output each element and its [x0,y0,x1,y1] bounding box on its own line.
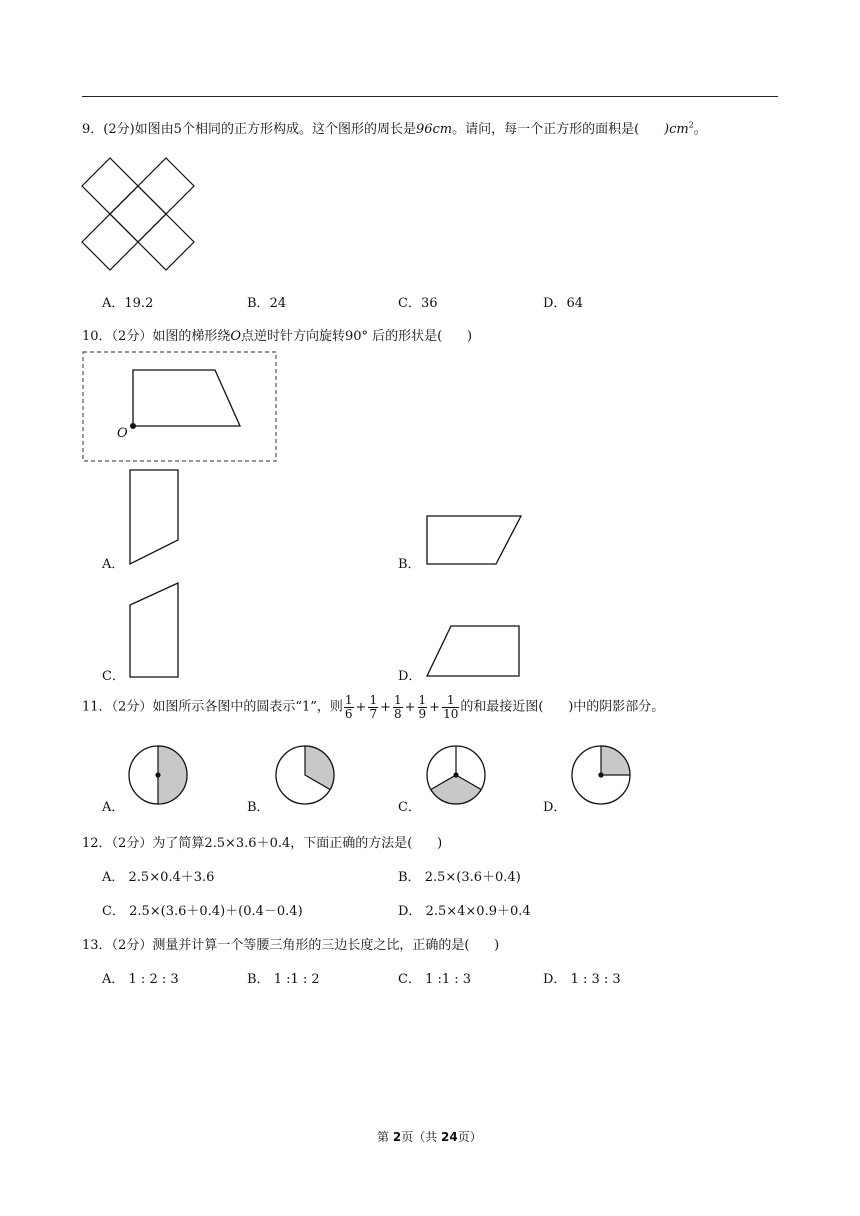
q10-option-b[interactable]: B． [398,557,421,572]
q11-option-b-circle[interactable] [274,744,338,808]
q9-area-exponent: 2 [688,120,694,130]
q9-end: 。 [693,122,707,137]
q9-prefix: 9．(2分)如图由5个相同的正方形构成。这个图形的周长是 [82,122,416,137]
q11-fraction-1-9: $\frac{1}{9}$ [418,693,427,721]
q10-prefix: 10．（2分）如图的梯形绕 [82,329,231,344]
header-rule [82,96,778,97]
q10-option-a[interactable]: A． [102,557,125,572]
question-13-stem [82,934,499,953]
page-footer: 第 2页（共 24页） [377,1130,482,1144]
q10-point: O [230,329,241,344]
q9-answer-blank[interactable] [639,122,664,137]
q10-option-b-shape[interactable] [425,514,525,568]
q12-prefix: 12．（2分）为了简算 [82,836,205,851]
q11-fraction-1-7: $\frac{1}{7}$ [369,693,378,721]
q9-option-a[interactable]: A．19.2 [102,296,154,311]
q11-option-b[interactable]: B． [247,800,270,815]
question-9-stem [82,118,707,137]
question-11-stem: 11．（2分）如图所示各图中的圆表示“1”，则 $\frac{1}{6}$ + $\frac{1}{7}$ + $\frac{1}{8}$ + $\frac{1}{9}$ + $\frac{1}{10}$ 的和最接近图( )中的阴影部分。 [82,693,665,721]
q10-answer-blank[interactable]: ) [442,329,473,344]
q13-option-a[interactable]: A． 1 : 2 : 3 [102,972,179,987]
q13-option-b[interactable]: B． 1 :1 : 2 [247,972,320,987]
q10-option-d-shape[interactable] [425,624,525,680]
question-10-stem [82,325,472,344]
q11-answer-blank[interactable]: )中的阴影部分。 [543,699,665,715]
q10-option-c[interactable]: C． [102,669,125,684]
q10-point-o-label: O [117,426,128,441]
q9-area-unit: )cm [664,122,689,137]
q11-fraction-1-6: $\frac{1}{6}$ [344,693,353,721]
q10-option-d[interactable]: D． [398,669,422,684]
q9-option-b[interactable]: B．24 [247,296,287,311]
q12-option-d[interactable]: D． 2.5×4×0.9＋0.4 [398,904,531,919]
q11-option-c[interactable]: C． [398,800,421,815]
q11-option-c-circle[interactable] [425,744,489,808]
q10-option-a-shape[interactable] [128,468,182,568]
q12-answer-blank[interactable]: ) [412,836,443,851]
q9-perimeter-value: 96 [415,122,433,137]
q10-suffix: 点逆时针方向旋转90° 后的形状是( [241,329,443,344]
q12-option-c[interactable]: C． 2.5×(3.6＋0.4)＋(0.4－0.4) [102,904,303,919]
q11-prefix: 11．（2分）如图所示各图中的圆表示“1”，则 [82,699,343,715]
q11-option-d[interactable]: D． [543,800,567,815]
q12-option-a[interactable]: A． 2.5×0.4＋3.6 [102,870,215,885]
q9-five-squares-figure [80,156,200,276]
q9-suffix: 。请问，每一个正方形的面积是( [452,122,640,137]
q10-trapezoid-figure [82,351,278,463]
q12-option-b[interactable]: B． 2.5×(3.6＋0.4) [398,870,521,885]
q10-option-c-shape[interactable] [128,581,182,681]
q13-prefix: 13．（2分）测量并计算一个等腰三角形的三边长度之比，正确的是( [82,938,470,953]
q11-suffix: 的和最接近图( [460,699,544,715]
q11-fraction-1-10: $\frac{1}{10}$ [443,693,459,721]
q9-option-d[interactable]: D．64 [543,296,583,311]
q13-answer-blank[interactable]: ) [469,938,500,953]
q12-suffix: ，下面正确的方法是( [290,836,413,851]
q9-option-c[interactable]: C．36 [398,296,438,311]
q11-option-d-circle[interactable] [570,744,634,808]
q9-perimeter-unit: cm [432,122,453,137]
q11-fraction-1-8: $\frac{1}{8}$ [393,693,402,721]
question-12-stem [82,832,442,851]
page-total: 24 [441,1130,458,1144]
q13-option-c[interactable]: C． 1 :1 : 3 [398,972,472,987]
page-number: 2 [392,1130,402,1144]
q11-option-a[interactable]: A． [102,800,125,815]
q11-option-a-circle[interactable] [127,744,191,808]
q13-option-d[interactable]: D． 1 : 3 : 3 [543,972,621,987]
q12-expression: 2.5×3.6＋0.4 [204,836,291,851]
